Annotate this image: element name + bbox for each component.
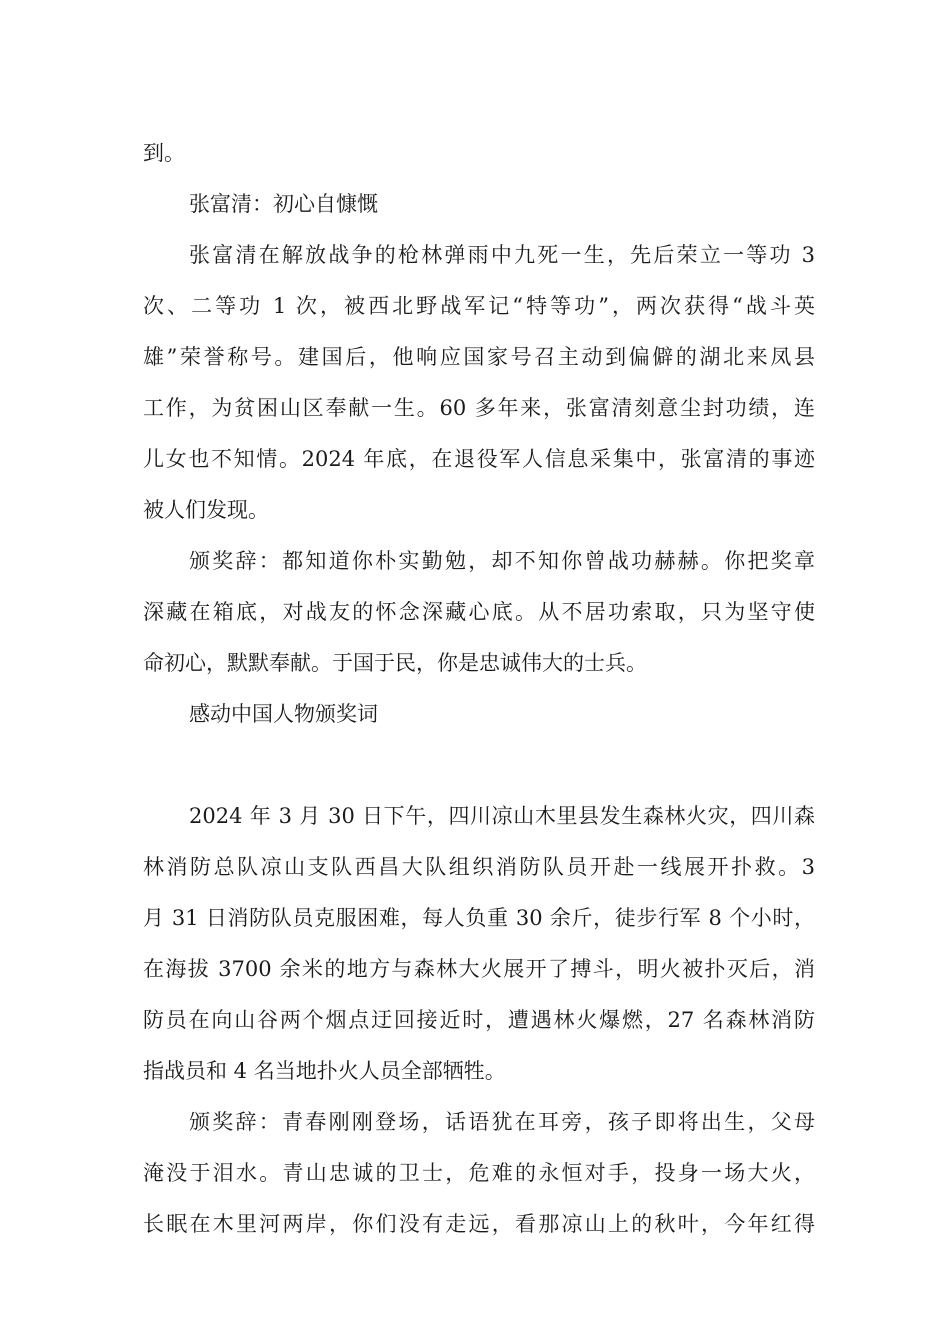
text-line: 儿女也不知情。2024 年底，在退役军人信息采集中，张富清的事迹 [143,447,815,471]
text-line: 在海拔 3700 余米的地方与森林大火展开了搏斗，明火被扑灭后，消 [143,957,815,981]
paragraph [143,791,815,1097]
text-line: 命初心，默默奉献。于国于民，你是忠诚伟大的士兵。 [143,651,647,675]
text-line: 次、二等功 1 次，被西北野战军记“特等功”，两次获得“战斗英 [143,294,815,318]
paragraph [143,179,815,230]
text-line: 指战员和 4 名当地扑火人员全部牺牲。 [143,1059,506,1083]
paragraph [143,230,815,536]
paragraph [143,536,815,689]
text-line: 长眠在木里河两岸，你们没有走远，看那凉山上的秋叶，今年红得 [143,1212,815,1236]
text-line: 淹没于泪水。青山忠诚的卫士，危难的永恒对手，投身一场大火， [143,1161,815,1185]
text-line: 到。 [143,141,185,165]
paragraph [143,1097,815,1250]
text-line: 颁奖辞：都知道你朴实勤勉，却不知你曾战功赫赫。你把奖章 [189,549,815,573]
paragraph-gap [143,740,815,791]
text-line: 雄”荣誉称号。建国后，他响应国家号召主动到偏僻的湖北来凤县 [143,345,815,369]
text-line: 林消防总队凉山支队西昌大队组织消防队员开赴一线展开扑救。3 [143,855,815,879]
document-page [143,128,815,1250]
text-line: 2024 年 3 月 30 日下午，四川凉山木里县发生森林火灾，四川森 [189,804,815,828]
text-line: 工作，为贫困山区奉献一生。60 多年来，张富清刻意尘封功绩，连 [143,396,815,420]
text-line: 被人们发现。 [143,498,269,522]
text-line: 张富清：初心自慷慨 [189,192,378,216]
paragraph [143,128,815,179]
text-line: 月 31 日消防队员克服困难，每人负重 30 余斤，徒步行军 8 个小时， [143,906,815,930]
text-line: 张富清在解放战争的枪林弹雨中九死一生，先后荣立一等功 3 [189,243,815,267]
paragraph [143,689,815,740]
text-line: 防员在向山谷两个烟点迂回接近时，遭遇林火爆燃，27 名森林消防 [143,1008,815,1032]
text-line: 深藏在箱底，对战友的怀念深藏心底。从不居功索取，只为坚守使 [143,600,815,624]
text-line: 颁奖辞：青春刚刚登场，话语犹在耳旁，孩子即将出生，父母 [189,1110,815,1134]
text-line: 感动中国人物颁奖词 [189,702,378,726]
